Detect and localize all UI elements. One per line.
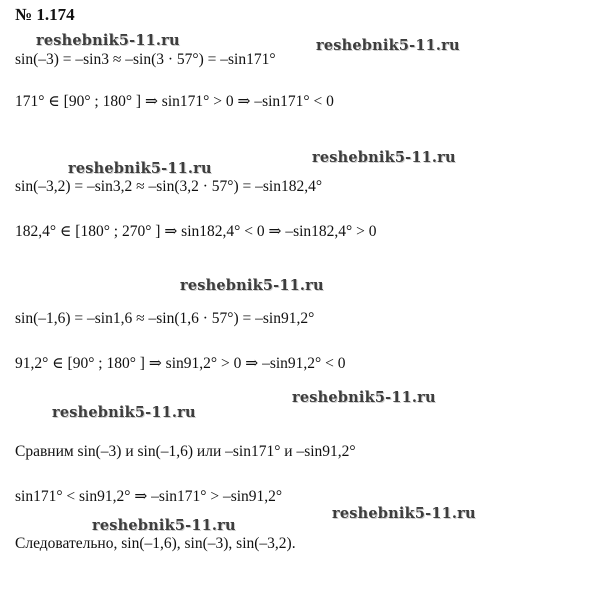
watermark: reshebnik5-11.ru xyxy=(312,149,456,166)
watermark: reshebnik5-11.ru xyxy=(180,277,324,294)
watermark: reshebnik5-11.ru xyxy=(332,505,476,522)
watermark: reshebnik5-11.ru xyxy=(316,37,460,54)
watermark: reshebnik5-11.ru xyxy=(92,517,236,534)
inequality-line: sin171° < sin91,2° ⇒ –sin171° > –sin91,2° xyxy=(15,488,283,505)
watermark: reshebnik5-11.ru xyxy=(292,389,436,406)
watermark: reshebnik5-11.ru xyxy=(36,32,180,49)
watermark: reshebnik5-11.ru xyxy=(68,160,212,177)
equation-line-2: 171° ∈ [90° ; 180° ] ⇒ sin171° > 0 ⇒ –sin171° < 0 xyxy=(15,93,334,110)
comparison-line: Сравним sin(–3) и sin(–1,6) или –sin171° и –sin91,2° xyxy=(15,443,356,460)
equation-line-5: sin(–1,6) = –sin1,6 ≈ –sin(1,6 · 57°) = –sin91,2° xyxy=(15,310,315,327)
conclusion-line: Следовательно, sin(–1,6), sin(–3), sin(–3,2). xyxy=(15,535,296,552)
watermark: reshebnik5-11.ru xyxy=(52,404,196,421)
equation-line-1: sin(–3) = –sin3 ≈ –sin(3 · 57°) = –sin171° xyxy=(15,51,276,68)
problem-number: № 1.174 xyxy=(15,5,75,24)
equation-line-4: 182,4° ∈ [180° ; 270° ] ⇒ sin182,4° < 0 ⇒ –sin182,4° > 0 xyxy=(15,223,377,240)
equation-line-6: 91,2° ∈ [90° ; 180° ] ⇒ sin91,2° > 0 ⇒ –sin91,2° < 0 xyxy=(15,355,346,372)
equation-line-3: sin(–3,2) = –sin3,2 ≈ –sin(3,2 · 57°) = –sin182,4° xyxy=(15,178,323,195)
